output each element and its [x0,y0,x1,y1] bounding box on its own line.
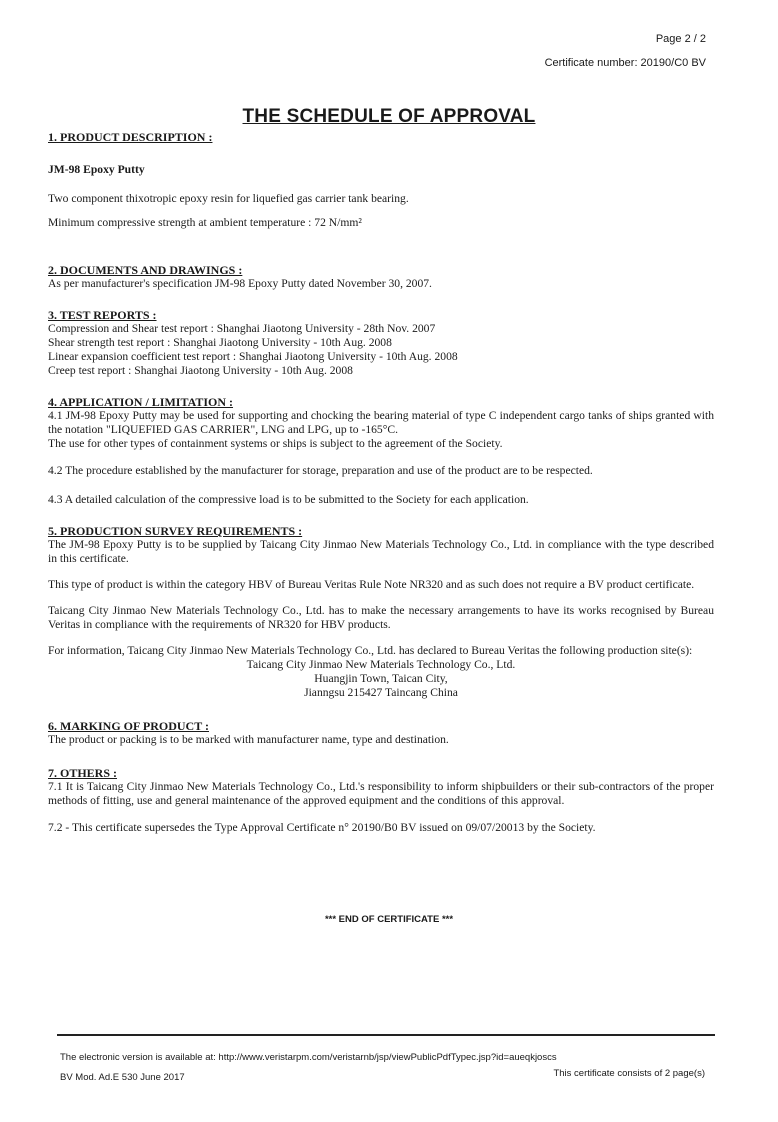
document-body [48,130,714,835]
test-report-line: Shear strength test report : Shanghai Jiaotong University - 10th Aug. 2008 [48,336,392,349]
marking-text: The product or packing is to be marked with manufacturer name, type and destination. [48,733,449,746]
section-7-heading: 7. OTHERS : [48,766,118,780]
test-report-line: Creep test report : Shanghai Jiaotong University - 10th Aug. 2008 [48,364,353,377]
documents-text: As per manufacturer's specification JM-98 Epoxy Putty dated November 30, 2007. [48,277,432,290]
footer-page-count: This certificate consists of 2 page(s) [553,1068,705,1079]
test-report-line: Compression and Shear test report : Shanghai Jiaotong University - 28th Nov. 2007 [48,322,436,335]
product-name: JM-98 Epoxy Putty [48,163,145,176]
product-description: Two component thixotropic epoxy resin for liquefied gas carrier tank bearing. [48,192,409,205]
application-4-2: 4.2 The procedure established by the manufacturer for storage, preparation and use of the product are to be respected. [48,464,593,477]
production-5-p2: This type of product is within the category HBV of Bureau Veritas Rule Note NR320 and as such does not require a BV product certificate. [48,578,695,591]
footer-form-reference: BV Mod. Ad.E 530 June 2017 [60,1072,185,1083]
application-4-1: 4.1 JM-98 Epoxy Putty may be used for supporting and chocking the bearing material of type C independent cargo tanks of ships granted with the notation "LIQUEFIED GAS CARRIER", LNG and LPG, up to -165°C. [48,409,714,436]
others-7-2: 7.2 - This certificate supersedes the Type Approval Certificate n° 20190/B0 BV issued on 09/07/20013 by the Society. [48,821,596,834]
footer-divider [57,1034,715,1036]
section-4-heading: 4. APPLICATION / LIMITATION : [48,395,234,409]
section-5-heading: 5. PRODUCTION SURVEY REQUIREMENTS : [48,524,303,538]
footer-electronic-version: The electronic version is available at: http://www.veristarpm.com/veristarnb/jsp/viewPublicPdfTypec.jsp?id=aueqkjoscs [60,1052,557,1063]
end-of-certificate: *** END OF CERTIFICATE *** [324,914,454,925]
section-1-heading: 1. PRODUCT DESCRIPTION : [48,130,213,144]
application-4-3: 4.3 A detailed calculation of the compressive load is to be submitted to the Society for each application. [48,493,529,506]
production-5-p3: Taicang City Jinmao New Materials Technology Co., Ltd. has to make the necessary arrangements to have its works recognised by Bureau Veritas in compliance with the requirements of NR320 for HBV products. [48,604,714,631]
section-2-heading: 2. DOCUMENTS AND DRAWINGS : [48,263,243,277]
production-site-line: Huangjin Town, Taican City, [314,672,448,685]
page-title: THE SCHEDULE OF APPROVAL [242,106,536,127]
production-5-p1: The JM-98 Epoxy Putty is to be supplied by Taicang City Jinmao New Materials Technology Co., Ltd. in compliance with the type described in this certificate. [48,538,714,565]
production-site-line: Taicang City Jinmao New Materials Technology Co., Ltd. [246,658,516,671]
others-7-1: 7.1 It is Taicang City Jinmao New Materials Technology Co., Ltd.'s responsibility to inform shipbuilders or their sub-contractors of the proper methods of fitting, use and general maintenance of the approved equipment and the conditions of this approval. [48,780,714,807]
section-6-heading: 6. MARKING OF PRODUCT : [48,719,209,733]
production-5-p4: For information, Taicang City Jinmao New Materials Technology Co., Ltd. has declared to Bureau Veritas the following production site(s): [48,644,693,657]
certificate-number: Certificate number: 20190/C0 BV [544,57,706,69]
production-site-line: Jianngsu 215427 Taincang China [304,686,458,699]
test-report-line: Linear expansion coefficient test report : Shanghai Jiaotong University - 10th Aug. 2008 [48,350,458,363]
page-number: Page 2 / 2 [655,33,706,45]
section-3-heading: 3. TEST REPORTS : [48,308,157,322]
application-4-1-note: The use for other types of containment systems or ships is subject to the agreement of the Society. [48,437,503,450]
compressive-strength: Minimum compressive strength at ambient temperature : 72 N/mm² [48,216,362,229]
